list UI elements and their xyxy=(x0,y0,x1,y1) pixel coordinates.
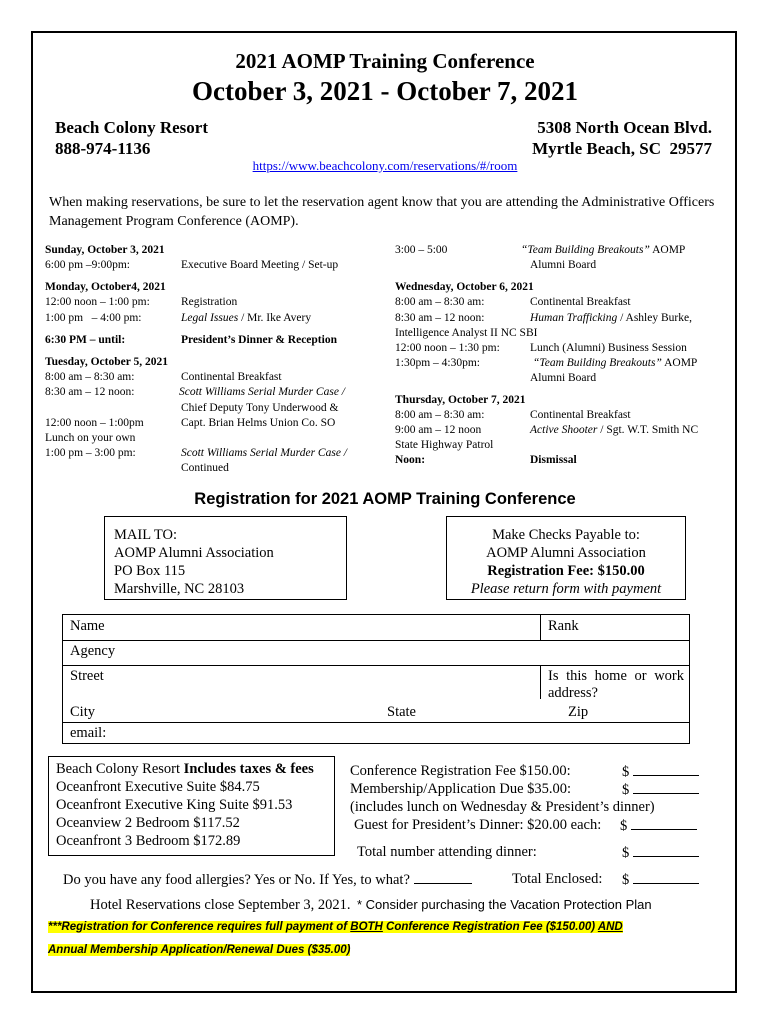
dollar-sign: $ xyxy=(622,782,630,798)
hotel-rates-heading-resort: Beach Colony Resort xyxy=(56,761,184,777)
sunday-time: 6:00 pm –9:00pm: xyxy=(45,259,130,271)
thursday-event-2-speaker: / Sgt. W.T. Smith NC xyxy=(597,424,699,436)
membership-fee-label: Membership/Application Due $35.00: xyxy=(350,781,572,797)
form-divider xyxy=(63,640,689,641)
home-work-question: Is this home or work address? xyxy=(548,668,684,701)
mail-to-line-1: AOMP Alumni Association xyxy=(114,545,274,561)
monday-continued-host: AOMP xyxy=(649,244,686,256)
wednesday-event-2-topic: Human Trafficking xyxy=(530,312,618,324)
checks-payable-label: Make Checks Payable to: xyxy=(492,527,640,543)
thursday-time-3: Noon: xyxy=(395,454,426,466)
checks-payable-box xyxy=(446,516,686,600)
wednesday-event-4-host-2: Alumni Board xyxy=(530,372,597,384)
tuesday-event-1: Continental Breakfast xyxy=(181,371,282,383)
wednesday-event-1: Continental Breakfast xyxy=(530,296,631,308)
monday-time-3: 6:30 PM – until: xyxy=(45,334,126,346)
name-label: Name xyxy=(70,618,105,634)
wednesday-event-4 xyxy=(533,356,697,372)
guest-dinner-amount[interactable] xyxy=(620,816,697,835)
wednesday-time-1: 8:00 am – 8:30 am: xyxy=(395,296,485,308)
amount-blank[interactable] xyxy=(633,762,699,776)
tuesday-event-4-continued: Continued xyxy=(181,462,229,474)
thursday-event-2-topic: Active Shooter xyxy=(530,424,598,436)
thursday-time-1: 8:00 am – 8:30 am: xyxy=(395,409,485,421)
wednesday-time-2: 8:30 am – 12 noon: xyxy=(395,312,485,324)
state-label: State xyxy=(387,704,416,720)
mail-to-line-2: PO Box 115 xyxy=(114,563,186,579)
rate-line: Oceanfront 3 Bedroom $172.89 xyxy=(56,833,241,849)
sunday-event: Executive Board Meeting / Set-up xyxy=(181,259,339,271)
dinner-count-label: Total number attending dinner: xyxy=(357,844,537,860)
monday-continued-event xyxy=(521,243,685,259)
schedule-left xyxy=(45,243,375,473)
payment-requirement-line-2 xyxy=(48,944,350,956)
monday-continued-host-2: Alumni Board xyxy=(530,259,597,271)
footer-both: BOTH xyxy=(350,921,383,933)
wednesday-event-2 xyxy=(530,311,692,327)
agency-label: Agency xyxy=(70,643,116,659)
wednesday-time-3: 12:00 noon – 1:30 pm: xyxy=(395,342,500,354)
conference-dates: October 3, 2021 - October 7, 2021 xyxy=(192,76,578,106)
form-divider xyxy=(63,665,689,666)
thursday-event-2 xyxy=(530,423,698,439)
registration-fee: Registration Fee: $150.00 xyxy=(487,563,645,579)
hotel-rates-heading-taxes: Includes taxes & fees xyxy=(183,761,314,777)
tuesday-event-2-speaker-2: Capt. Brian Helms Union Co. SO xyxy=(181,417,336,429)
tuesday-heading: Tuesday, October 5, 2021 xyxy=(45,356,169,368)
monday-event-2-topic: Legal Issues xyxy=(181,312,239,324)
venue-address-line1: 5308 North Ocean Blvd. xyxy=(537,118,712,137)
form-divider xyxy=(63,722,689,723)
registration-title: Registration for 2021 AOMP Training Conference xyxy=(194,490,576,508)
tuesday-event-4-topic: Scott Williams Serial Murder Case / xyxy=(181,447,347,459)
hotel-rates-heading xyxy=(56,760,334,778)
monday-event-3: President’s Dinner & Reception xyxy=(181,334,337,346)
venue-phone: 888-974-1136 xyxy=(55,139,151,158)
monday-time-2: 1:00 pm – 4:00 pm: xyxy=(45,312,142,324)
rank-label: Rank xyxy=(548,618,579,634)
tuesday-time-1: 8:00 am – 8:30 am: xyxy=(45,371,135,383)
thursday-time-2: 9:00 am – 12 noon xyxy=(395,424,482,436)
form-divider xyxy=(540,615,541,640)
registration-form xyxy=(62,614,690,744)
reservation-link[interactable]: https://www.beachcolony.com/reservations/#/room xyxy=(252,158,518,173)
insurance-note: * Consider purchasing the Vacation Protection Plan xyxy=(357,897,652,912)
monday-time-1: 12:00 noon – 1:00 pm: xyxy=(45,296,150,308)
thursday-event-2-speaker-2: State Highway Patrol xyxy=(395,439,494,451)
monday-event-1: Registration xyxy=(181,296,238,308)
monday-event-2 xyxy=(181,311,311,327)
thursday-event-3: Dismissal xyxy=(530,454,577,466)
wednesday-event-2-speaker-2: Intelligence Analyst II NC SBI xyxy=(395,327,538,339)
thursday-heading: Thursday, October 7, 2021 xyxy=(395,394,526,406)
footer-text: Annual Membership Application/Renewal Dues ($35.00) xyxy=(48,944,351,956)
wednesday-time-4: 1:30pm – 4:30pm: xyxy=(395,357,480,369)
sunday-heading: Sunday, October 3, 2021 xyxy=(45,244,165,256)
allergy-question xyxy=(63,870,472,889)
allergy-question-text: Do you have any food allergies? Yes or No. If Yes, to what? xyxy=(63,872,410,888)
dinner-count-amount[interactable] xyxy=(622,843,699,862)
amount-blank[interactable] xyxy=(633,870,699,884)
hotel-close-note: Hotel Reservations close September 3, 2021. xyxy=(90,897,351,913)
checks-payable-to: AOMP Alumni Association xyxy=(486,545,646,561)
mail-to-line-3: Marshville, NC 28103 xyxy=(114,581,245,597)
amount-blank[interactable] xyxy=(633,843,699,857)
wednesday-heading: Wednesday, October 6, 2021 xyxy=(395,281,534,293)
tuesday-time-2: 8:30 am – 12 noon: xyxy=(45,386,135,398)
tuesday-time-3: 12:00 noon – 1:00pm xyxy=(45,417,144,429)
membership-fee-amount[interactable] xyxy=(622,780,699,799)
thursday-event-1: Continental Breakfast xyxy=(530,409,631,421)
conference-fee-amount[interactable] xyxy=(622,762,699,781)
venue-name: Beach Colony Resort xyxy=(55,118,208,137)
amount-blank[interactable] xyxy=(633,780,699,794)
footer-text: Conference Registration Fee ($150.00) xyxy=(382,921,598,933)
allergy-blank[interactable] xyxy=(414,870,472,884)
rate-line: Oceanfront Executive King Suite $91.53 xyxy=(56,797,293,813)
dollar-sign: $ xyxy=(620,818,628,834)
tuesday-event-2-speaker-1: Chief Deputy Tony Underwood & xyxy=(181,402,339,414)
intro-paragraph: When making reservations, be sure to let the reservation agent know that you are attending the Administrative Officers Management Program Conference (AOMP). xyxy=(49,195,715,229)
dollar-sign: $ xyxy=(622,764,630,780)
rate-line: Oceanview 2 Bedroom $117.52 xyxy=(56,815,240,831)
wednesday-event-2-speaker: / Ashley Burke, xyxy=(617,312,692,324)
footer-and: AND xyxy=(597,921,623,933)
rate-line: Oceanfront Executive Suite $84.75 xyxy=(56,779,260,795)
wednesday-event-3: Lunch (Alumni) Business Session xyxy=(530,342,687,354)
email-label: email: xyxy=(70,725,107,741)
return-form-note: Please return form with payment xyxy=(470,581,662,597)
tuesday-time-4: 1:00 pm – 3:00 pm: xyxy=(45,447,136,459)
tuesday-time-3-note: Lunch on your own xyxy=(45,432,136,444)
total-enclosed-label: Total Enclosed: xyxy=(512,871,603,887)
monday-continued-topic: “Team Building Breakouts” xyxy=(521,244,650,256)
conference-fee-label: Conference Registration Fee $150.00: xyxy=(350,763,571,779)
monday-continued-time: 3:00 – 5:00 xyxy=(395,244,448,256)
city-label: City xyxy=(70,704,95,720)
wednesday-event-4-topic: “Team Building Breakouts” xyxy=(533,357,662,369)
monday-event-2-speaker: / Mr. Ike Avery xyxy=(238,312,312,324)
conference-title: 2021 AOMP Training Conference xyxy=(235,49,535,73)
payment-requirement-line-1 xyxy=(48,921,623,933)
membership-fee-note: (includes lunch on Wednesday & President’s dinner) xyxy=(350,799,655,815)
total-enclosed-amount[interactable] xyxy=(622,870,699,889)
hotel-rates-box xyxy=(48,756,335,856)
mail-to-label: MAIL TO: xyxy=(114,527,177,543)
schedule-right xyxy=(395,243,725,473)
amount-blank[interactable] xyxy=(631,816,697,830)
monday-heading: Monday, October4, 2021 xyxy=(45,281,166,293)
tuesday-event-2-topic: Scott Williams Serial Murder Case / xyxy=(179,386,345,398)
guest-dinner-label: Guest for President’s Dinner: $20.00 each: xyxy=(354,817,602,833)
dollar-sign: $ xyxy=(622,845,630,861)
form-divider xyxy=(540,665,541,699)
venue-address-line2: Myrtle Beach, SC 29577 xyxy=(532,139,712,158)
street-label: Street xyxy=(70,668,104,684)
mail-to-box xyxy=(104,516,347,600)
wednesday-event-4-host: AOMP xyxy=(661,357,698,369)
dollar-sign: $ xyxy=(622,872,630,888)
zip-label: Zip xyxy=(568,704,589,720)
footer-text: ***Registration for Conference requires full payment of xyxy=(48,921,351,933)
